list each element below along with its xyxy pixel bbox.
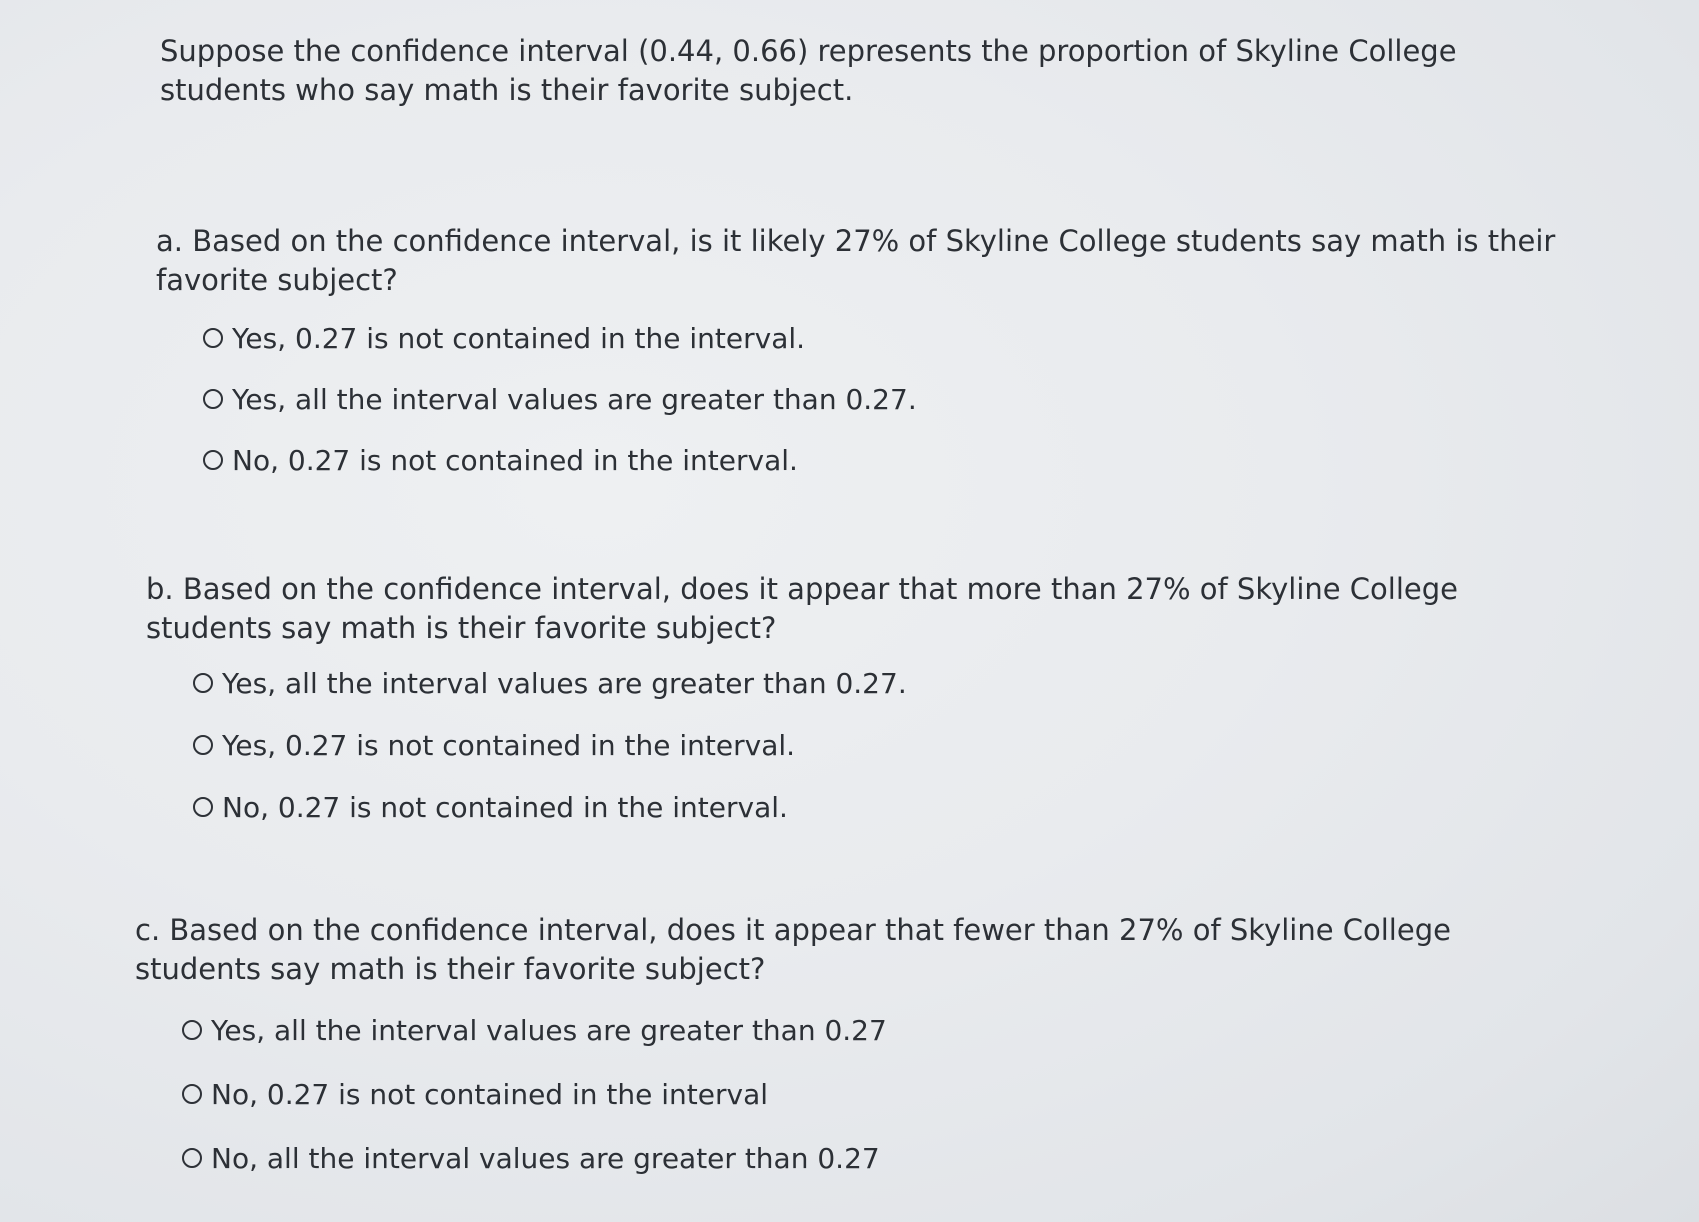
question-c-option-2[interactable] bbox=[182, 1074, 1555, 1114]
option-label: No, 0.27 is not contained in the interval bbox=[211, 1077, 769, 1111]
radio-button-icon[interactable] bbox=[182, 1084, 202, 1104]
question-a-options bbox=[203, 318, 1576, 480]
question-b-option-2[interactable] bbox=[193, 725, 1566, 765]
question-c-text: c. Based on the confidence interval, does it appear that fewer than 27% of Skyline College students say math is their favorite subject? bbox=[135, 913, 1451, 986]
question-b bbox=[146, 570, 1566, 849]
question-b-option-1[interactable] bbox=[193, 663, 1566, 703]
radio-button-icon[interactable] bbox=[193, 735, 213, 755]
question-prompt: Suppose the confidence interval (0.44, 0.66) represents the proportion of Skyline College students who say math is their favorite subject. bbox=[160, 34, 1457, 107]
question-c-option-3[interactable] bbox=[182, 1138, 1555, 1178]
option-label: No, all the interval values are greater than 0.27 bbox=[211, 1141, 880, 1175]
option-label: Yes, 0.27 is not contained in the interval. bbox=[222, 728, 796, 762]
option-label: No, 0.27 is not contained in the interval. bbox=[232, 443, 798, 477]
question-a bbox=[156, 222, 1576, 501]
question-a-option-1[interactable] bbox=[203, 318, 1576, 358]
option-label: Yes, 0.27 is not contained in the interval. bbox=[232, 321, 806, 355]
question-a-option-2[interactable] bbox=[203, 379, 1576, 419]
radio-button-icon[interactable] bbox=[203, 328, 223, 348]
option-label: Yes, all the interval values are greater than 0.27 bbox=[211, 1013, 887, 1047]
radio-button-icon[interactable] bbox=[203, 450, 223, 470]
radio-button-icon[interactable] bbox=[203, 389, 223, 409]
option-label: Yes, all the interval values are greater than 0.27. bbox=[232, 382, 917, 416]
option-label: Yes, all the interval values are greater than 0.27. bbox=[222, 666, 907, 700]
question-b-text: b. Based on the confidence interval, does it appear that more than 27% of Skyline College students say math is their favorite subject? bbox=[146, 572, 1459, 645]
question-c-option-1[interactable] bbox=[182, 1010, 1555, 1050]
radio-button-icon[interactable] bbox=[193, 673, 213, 693]
radio-button-icon[interactable] bbox=[193, 797, 213, 817]
question-b-option-3[interactable] bbox=[193, 787, 1566, 827]
question-c-options bbox=[182, 1010, 1555, 1178]
radio-button-icon[interactable] bbox=[182, 1148, 202, 1168]
question-b-options bbox=[193, 663, 1566, 827]
question-a-option-3[interactable] bbox=[203, 440, 1576, 480]
question-a-text: a. Based on the confidence interval, is it likely 27% of Skyline College students say math is their favorite subject? bbox=[156, 224, 1556, 297]
option-label: No, 0.27 is not contained in the interval. bbox=[222, 790, 788, 824]
radio-button-icon[interactable] bbox=[182, 1020, 202, 1040]
question-c bbox=[135, 911, 1555, 1202]
